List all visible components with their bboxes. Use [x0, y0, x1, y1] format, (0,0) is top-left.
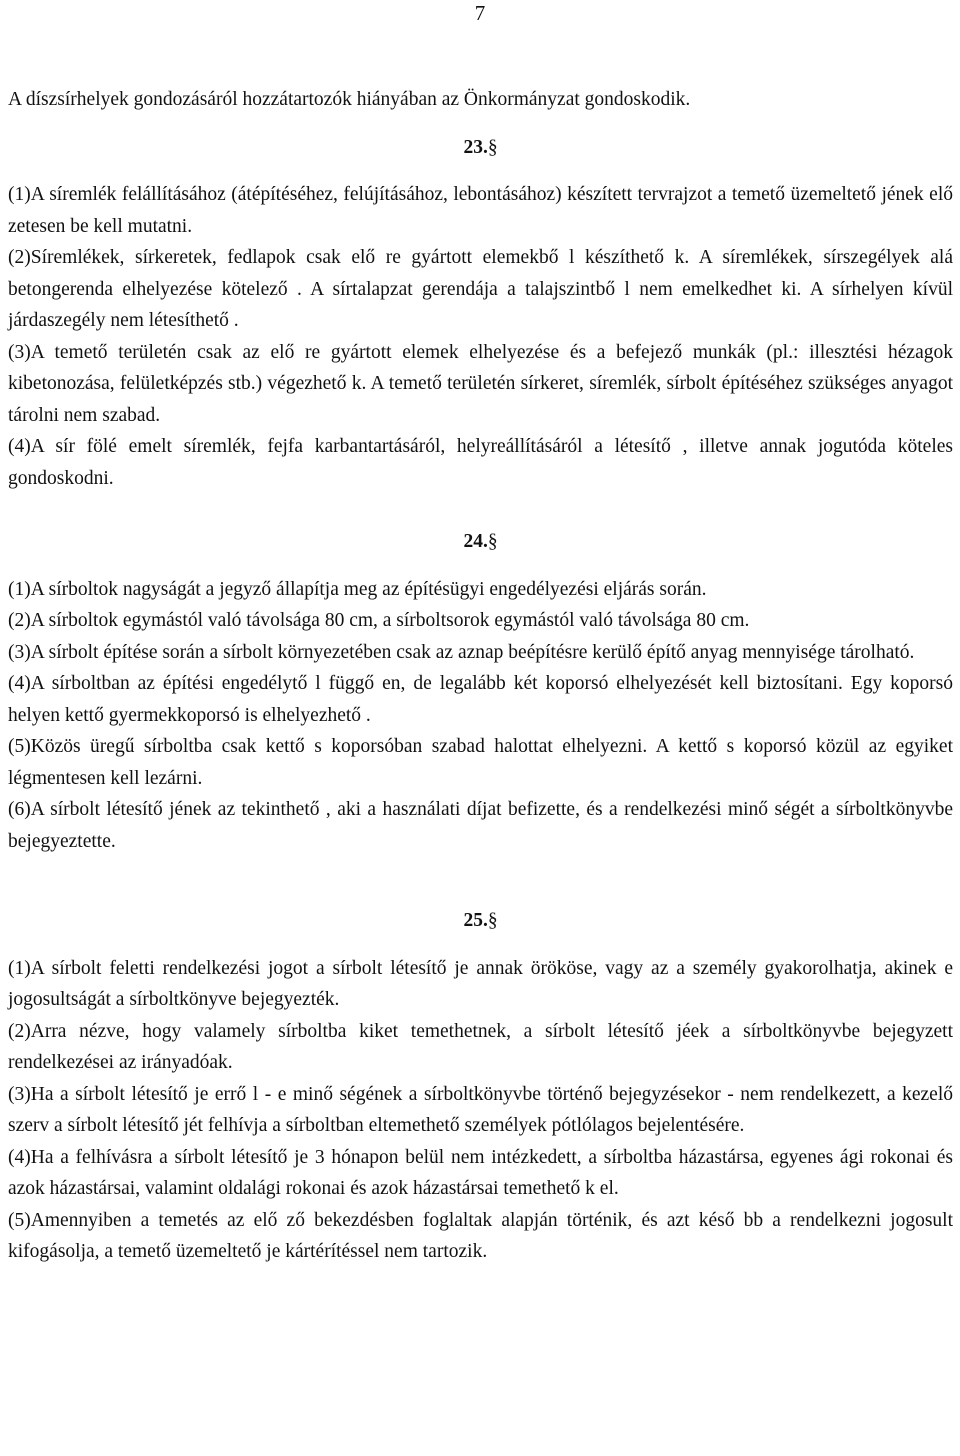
section-24-paragraph-1: (1)A sírboltok nagyságát a jegyző állapítja meg az építésügyi engedélyezési eljárás során. — [8, 578, 707, 600]
section-25-paragraph-3: (3)Ha a sírbolt létesítő je errő l - e minő ségének a sírboltkönyvbe történő bejegyzésekor - nem rendelkezett, a kezelő szerv a sírbolt létesítő jét felhívja a sírboltban eltemethető személyek pótlólagos bejelentésére. — [8, 1083, 953, 1136]
section-23-paragraph-2: (2)Síremlékek, sírkeretek, fedlapok csak elő re gyártott elemekbő l készíthető k. A síremlékek, sírszegélyek alá betongerenda elhelyezése kötelező . A sírtalapzat gerendája a talajszintbő l nem emelkedhet ki. A sírhelyen kívül járdaszegély nem létesíthető . — [8, 247, 953, 331]
section-23-paragraph-3: (3)A temető területén csak az elő re gyártott elemek elhelyezése és a befejező munkák (pl.: illesztési hézagok kibetonozása, felületképzés stb.) végezhető k. A temető területén sírkeret, síremlék, sírbolt építéséhez szükséges anyagot tárolni nem szabad. — [8, 341, 953, 426]
section-heading: 25.§ — [463, 910, 498, 931]
section-symbol: § — [487, 910, 498, 931]
section-24-paragraph-6: (6)A sírbolt létesítő jének az tekinthető , aki a használati díjat befizette, és a rendelkezési minő ségét a sírboltkönyvbe bejegyeztette. — [8, 799, 953, 852]
section-25 — [8, 905, 953, 1268]
page-number: 7 — [474, 1, 486, 25]
section-heading: 24.§ — [463, 531, 498, 552]
intro-paragraph: A díszsírhelyek gondozásáról hozzátartozók hiányában az Önkormányzat gondoskodik. — [8, 89, 691, 110]
section-24 — [8, 526, 953, 857]
section-symbol: § — [487, 531, 498, 552]
section-25-paragraph-2: (2)Arra nézve, hogy valamely sírboltba kiket temethetnek, a sírbolt létesítő jéek a sírboltkönyvbe bejegyzett rendelkezései az irányadóak. — [8, 1020, 953, 1073]
section-23 — [8, 132, 953, 495]
section-24-paragraph-5: (5)Közös üregű sírboltba csak kettő s koporsóban szabad halottat elhelyezni. A kettő s koporsó közül az egyiket légmentesen kell lezárni. — [8, 736, 953, 789]
section-25-paragraph-5: (5)Amennyiben a temetés az elő ző bekezdésben foglaltak alapján történik, és azt késő bb a rendelkezni jogosult kifogásolja, a temető üzemeltető je kártérítéssel nem tartozik. — [8, 1209, 953, 1262]
section-heading: 23.§ — [463, 136, 498, 158]
section-symbol: § — [487, 136, 498, 158]
section-25-paragraph-4: (4)Ha a felhívásra a sírbolt létesítő je 3 hónapon belül nem intézkedett, a sírboltba házastársa, egyenes ági rokonai és azok házastársai, valamint oldalági rokonai és azok házastársai temethető k el. — [8, 1146, 953, 1199]
section-24-paragraph-2: (2)A sírboltok egymástól való távolsága 80 cm, a sírboltsorok egymástól való távolsága 80 cm. — [8, 610, 750, 631]
document-body — [8, 84, 953, 1268]
section-24-paragraph-3: (3)A sírbolt építése során a sírbolt környezetében csak az aznap beépítésre kerülő építő anyag mennyisége tárolható. — [8, 641, 915, 663]
section-23-paragraph-4: (4)A sír fölé emelt síremlék, fejfa karbantartásáról, helyreállításáról a létesítő , illetve annak jogutóda köteles gondoskodni. — [8, 436, 953, 489]
section-25-paragraph-1: (1)A sírbolt feletti rendelkezési jogot a sírbolt létesítő je annak örököse, vagy az a személy gyakorolhatja, akinek e jogosultságát a sírboltkönyve bejegyezték. — [8, 957, 953, 1010]
section-23-paragraph-1: (1)A síremlék felállításához (átépítéséhez, felújításához, lebontásához) készített tervrajzot a temető üzemeltető jének elő zetesen be kell mutatni. — [8, 184, 953, 237]
section-24-paragraph-4: (4)A sírboltban az építési engedélytő l függő en, de legalább két koporsó elhelyezését kell biztosítani. Egy koporsó helyen kettő gyermekkoporsó is elhelyezhető . — [8, 673, 953, 726]
